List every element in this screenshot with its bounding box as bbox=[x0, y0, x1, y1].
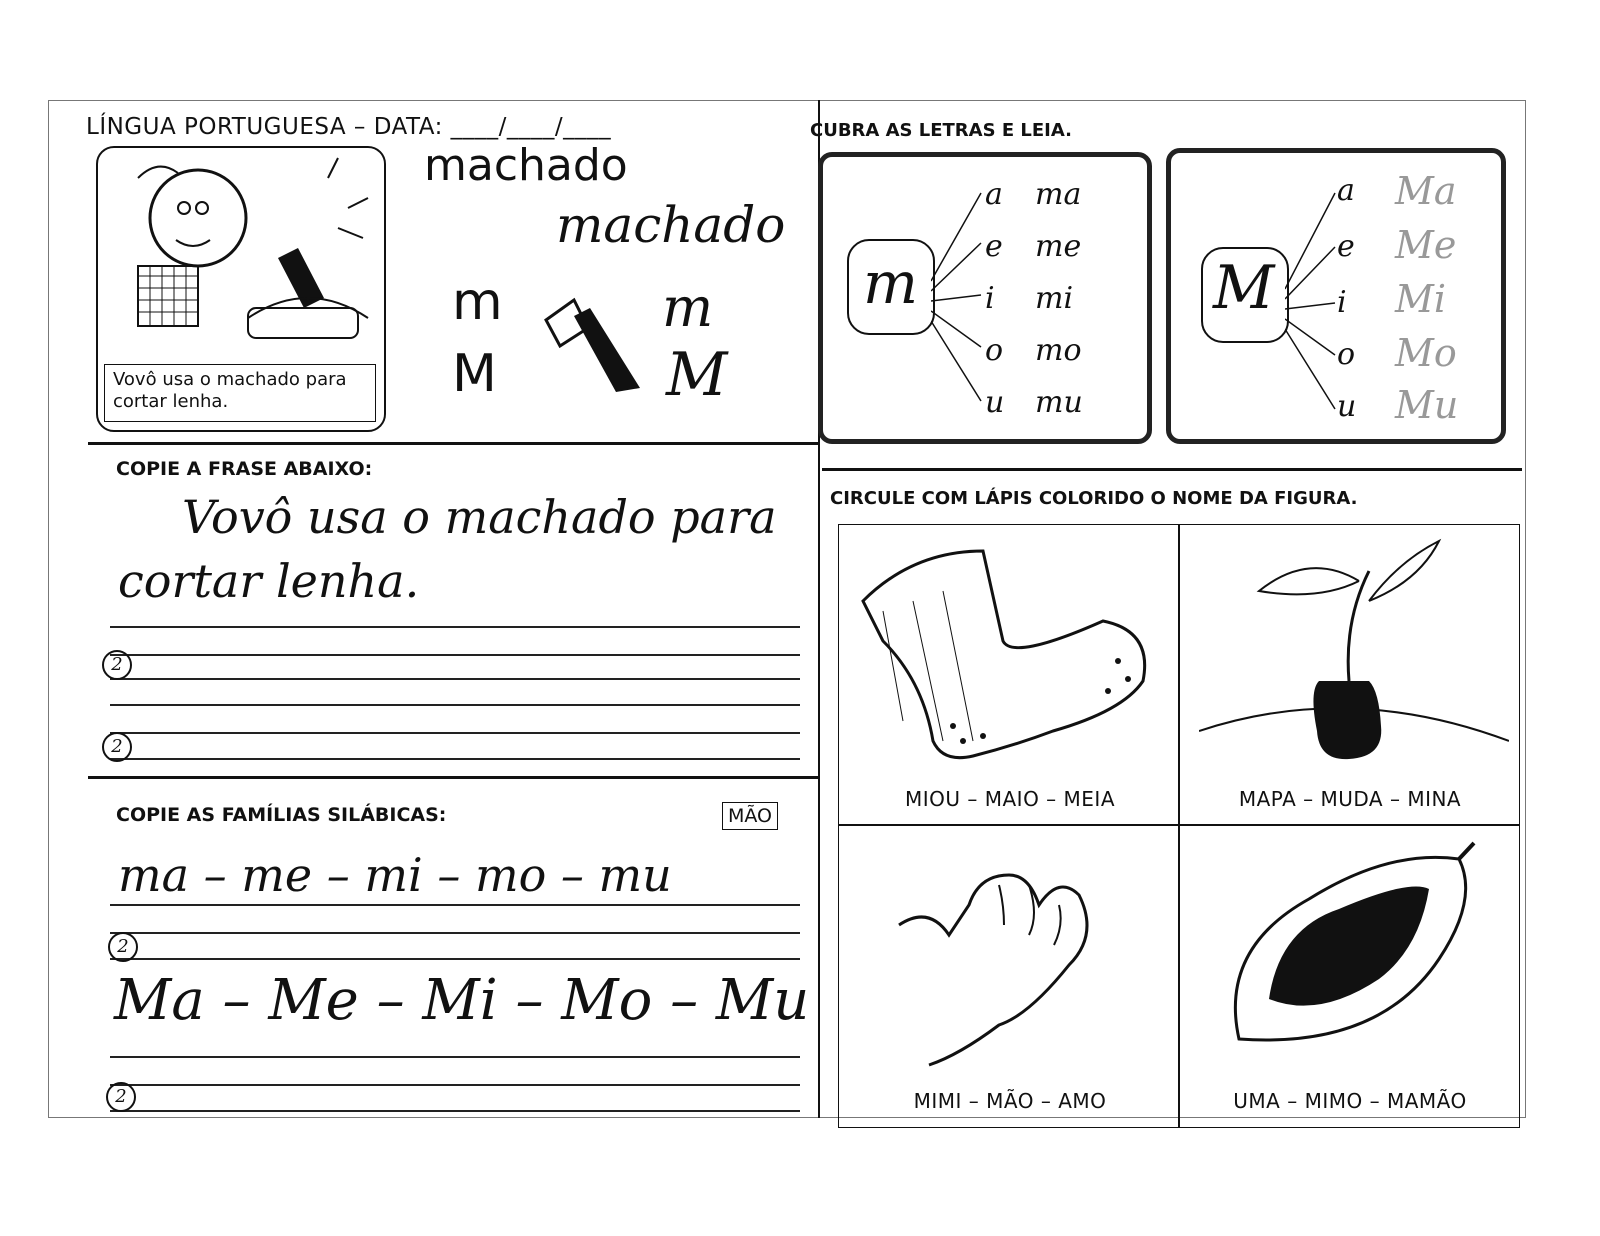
trace-letter: M bbox=[1213, 253, 1275, 323]
sock-icon bbox=[853, 531, 1163, 771]
grandpa-chopping-icon bbox=[98, 148, 384, 348]
vowel-a: a bbox=[1337, 173, 1355, 208]
writing-line bbox=[110, 732, 800, 734]
figure-options: MIOU – MAIO – MEIA bbox=[904, 787, 1115, 811]
illustration-caption: Vovô usa o machado para cortar lenha. bbox=[104, 364, 376, 422]
divider-right-top bbox=[822, 468, 1522, 471]
trace-heading: CUBRA AS LETRAS E LEIA. bbox=[810, 120, 1072, 141]
syllable-Mo: Mo bbox=[1395, 331, 1457, 375]
letter-lower-cursive: m bbox=[662, 276, 714, 339]
trace-panel-lowercase bbox=[818, 152, 1152, 444]
writing-line bbox=[110, 904, 800, 906]
syllable-Mu: Mu bbox=[1395, 383, 1459, 427]
mao-badge: MÃO bbox=[722, 802, 778, 830]
word-print: machado bbox=[424, 140, 628, 191]
vowel-o: o bbox=[1337, 337, 1356, 372]
writing-line bbox=[110, 758, 800, 760]
figure-options: MIMI – MÃO – AMO bbox=[913, 1089, 1107, 1113]
word-cursive: machado bbox=[556, 196, 786, 254]
trace-panel-uppercase bbox=[1166, 148, 1506, 444]
figure-cell-hand bbox=[838, 824, 1180, 1128]
circle-heading: CIRCULE COM LÁPIS COLORIDO O NOME DA FIGURA. bbox=[830, 488, 1358, 509]
writing-line bbox=[110, 1056, 800, 1058]
figure-cell-papaya bbox=[1178, 824, 1520, 1128]
trace-connectors bbox=[931, 177, 991, 417]
papaya-icon bbox=[1219, 839, 1489, 1069]
syllable-mo: mo bbox=[1035, 333, 1082, 368]
writing-line bbox=[110, 654, 800, 656]
figure-cell-sock bbox=[838, 524, 1180, 826]
illustration-panel bbox=[96, 146, 386, 432]
figure-options: MAPA – MUDA – MINA bbox=[1238, 787, 1462, 811]
syllable-me: me bbox=[1035, 229, 1082, 264]
families-uppercase: Ma – Me – Mi – Mo – Mu bbox=[114, 968, 810, 1033]
writing-line bbox=[110, 704, 800, 706]
vowel-a: a bbox=[985, 177, 1003, 212]
figure-options: UMA – MIMO – MAMÃO bbox=[1233, 1089, 1467, 1113]
syllable-Ma: Ma bbox=[1395, 169, 1457, 213]
families-lowercase: ma – me – mi – mo – mu bbox=[118, 848, 672, 902]
copy-families-heading: COPIE AS FAMÍLIAS SILÁBICAS: bbox=[116, 804, 447, 826]
divider-left-top bbox=[88, 442, 818, 445]
line-number: 2 bbox=[108, 932, 138, 962]
writing-line bbox=[110, 1110, 800, 1112]
vowel-u: u bbox=[1337, 389, 1357, 424]
line-number: 2 bbox=[102, 650, 132, 680]
writing-line bbox=[110, 958, 800, 960]
seedling-icon bbox=[1199, 531, 1509, 771]
trace-connectors bbox=[1285, 173, 1345, 423]
syllable-Me: Me bbox=[1395, 223, 1457, 267]
copy-sentence-line1: Vovô usa o machado para bbox=[182, 490, 777, 544]
trace-letter: m bbox=[863, 249, 918, 317]
copy-sentence-heading: COPIE A FRASE ABAIXO: bbox=[116, 458, 373, 480]
vowel-i: i bbox=[1337, 285, 1347, 320]
writing-line bbox=[110, 678, 800, 680]
line-number: 2 bbox=[102, 732, 132, 762]
letter-upper-print: M bbox=[452, 344, 497, 404]
syllable-ma: ma bbox=[1035, 177, 1082, 212]
syllable-mi: mi bbox=[1035, 281, 1074, 316]
vowel-e: e bbox=[1337, 229, 1355, 264]
letter-lower-print: m bbox=[452, 272, 503, 332]
line-number: 2 bbox=[106, 1082, 136, 1112]
vowel-e: e bbox=[985, 229, 1003, 264]
figure-cell-seedling bbox=[1178, 524, 1520, 826]
copy-sentence-line2: cortar lenha. bbox=[118, 554, 420, 608]
page-title: LÍNGUA PORTUGUESA – DATA: ____/____/____ bbox=[86, 114, 612, 140]
syllable-Mi: Mi bbox=[1395, 277, 1447, 321]
hand-icon bbox=[879, 845, 1139, 1075]
letter-upper-cursive: M bbox=[666, 340, 728, 410]
vowel-o: o bbox=[985, 333, 1004, 368]
vowel-u: u bbox=[985, 385, 1005, 420]
divider-left-middle bbox=[88, 776, 818, 779]
writing-line bbox=[110, 932, 800, 934]
writing-line bbox=[110, 626, 800, 628]
syllable-mu: mu bbox=[1035, 385, 1083, 420]
vowel-i: i bbox=[985, 281, 995, 316]
axe-icon bbox=[540, 288, 650, 398]
writing-line bbox=[110, 1084, 800, 1086]
